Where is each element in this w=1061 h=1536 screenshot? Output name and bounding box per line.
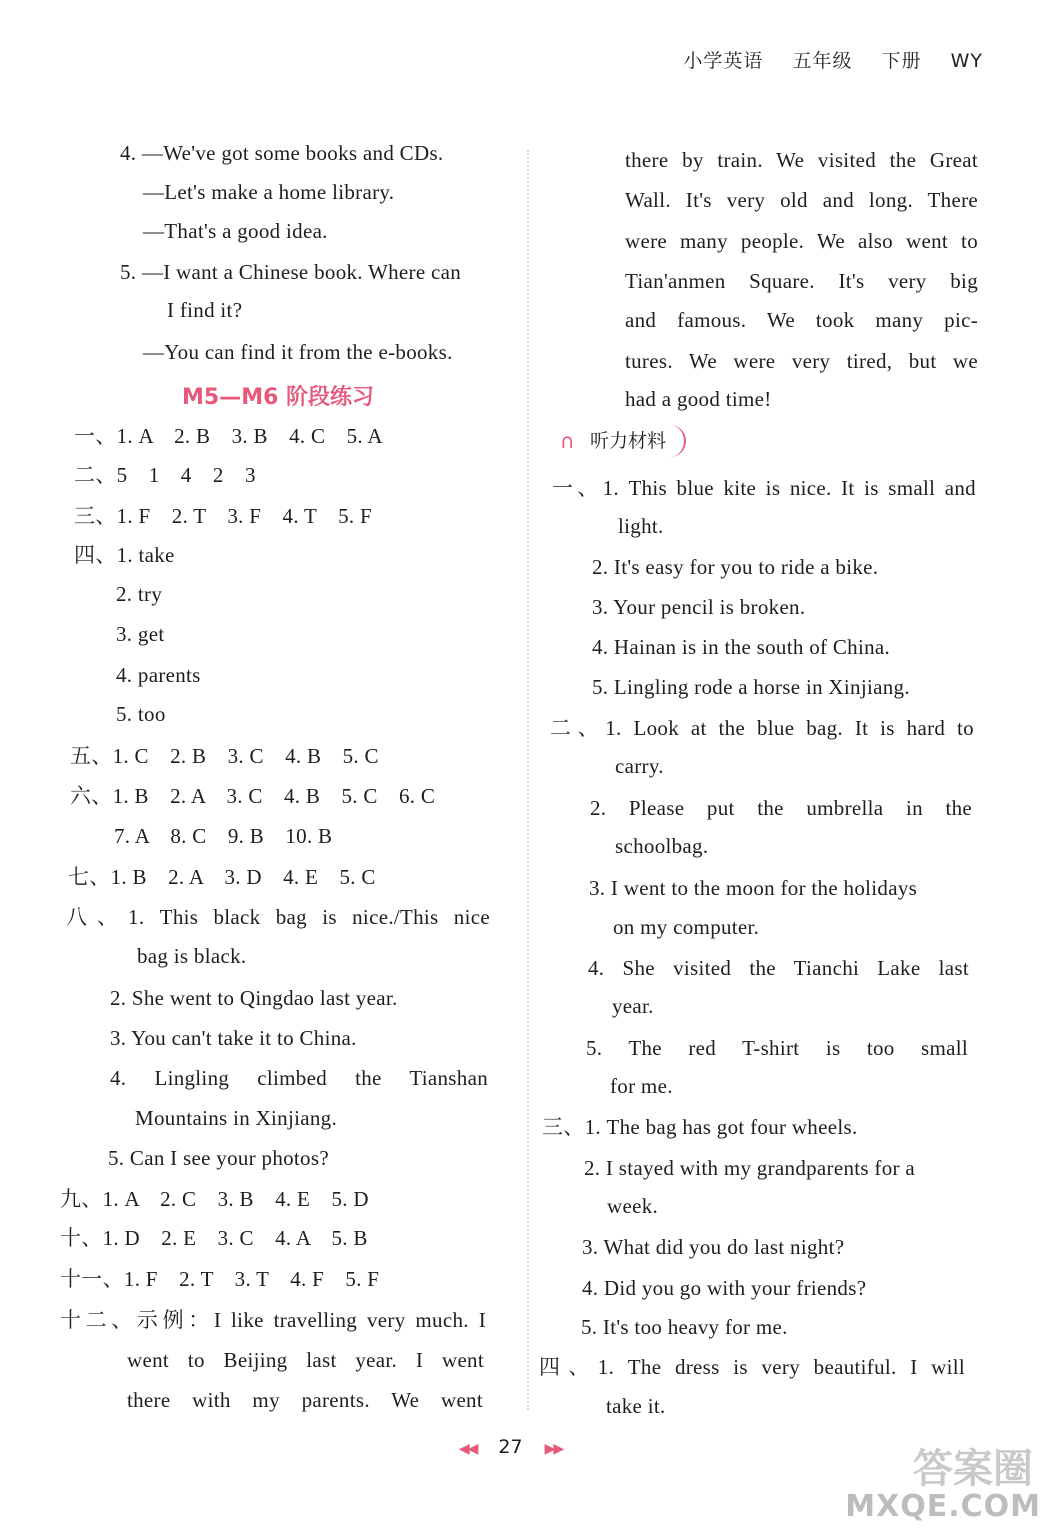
essay-line: there by train. We visited the Great xyxy=(625,148,978,172)
watermark-url: MXQE.COM xyxy=(845,1489,1041,1524)
answer-line: 3. You can't take it to China. xyxy=(110,1026,357,1050)
header-subject: 小学英语 xyxy=(683,50,764,72)
answer-line: 十、1. D 2. E 3. C 4. A 5. B xyxy=(60,1226,368,1250)
answer-line: 2. She went to Qingdao last year. xyxy=(110,986,398,1010)
answer-line: 十二、示例：I like travelling very much. I xyxy=(60,1308,486,1332)
dialog-line: I find it? xyxy=(167,298,243,322)
dialog-line: 4. —We've got some books and CDs. xyxy=(120,141,444,165)
answer-line: 七、1. B 2. A 3. D 4. E 5. C xyxy=(68,865,376,889)
answer-line: 八、1. This black bag is nice./This nice xyxy=(66,905,490,929)
answer-line: 一、1. A 2. B 3. B 4. C 5. A xyxy=(74,424,383,448)
answer-line: 四、1. take xyxy=(74,543,175,567)
essay-line: Tian'anmen Square. It's very big xyxy=(625,269,978,293)
listening-line: 3. What did you do last night? xyxy=(582,1235,845,1259)
essay-line: Wall. It's very old and long. There xyxy=(625,188,978,212)
page-number-bar xyxy=(0,1436,1021,1458)
listening-line: 2. Please put the umbrella in the xyxy=(590,796,972,820)
answer-line: 五、1. C 2. B 3. C 4. B 5. C xyxy=(70,744,379,768)
answer-line: 7. A 8. C 9. B 10. B xyxy=(114,824,333,848)
listening-line: schoolbag. xyxy=(615,834,709,858)
answer-line: 六、1. B 2. A 3. C 4. B 5. C 6. C xyxy=(70,784,436,808)
dialog-line: 5. —I want a Chinese book. Where can xyxy=(120,260,462,284)
listening-line: 4. Hainan is in the south of China. xyxy=(592,635,891,659)
answer-line: there with my parents. We went xyxy=(127,1388,483,1412)
prev-arrows-icon: ◀◀ xyxy=(458,1441,477,1457)
next-arrows-icon: ▶▶ xyxy=(544,1441,563,1457)
listening-line: take it. xyxy=(606,1394,666,1418)
header-edition: WY xyxy=(950,50,983,72)
header-grade: 五年级 xyxy=(792,50,853,72)
listening-line: for me. xyxy=(610,1074,673,1098)
dialog-line: —That's a good idea. xyxy=(143,219,328,243)
listening-line: 四、1. The dress is very beautiful. I will xyxy=(539,1355,965,1379)
listening-line: on my computer. xyxy=(613,915,760,939)
listening-line: 2. I stayed with my grandparents for a xyxy=(584,1156,915,1180)
answer-line: 九、1. A 2. C 3. B 4. E 5. D xyxy=(60,1187,369,1211)
answer-line: 5. too xyxy=(116,702,166,726)
listening-line: light. xyxy=(618,514,664,538)
page-header xyxy=(683,46,983,73)
answer-line: 二、5 1 4 2 3 xyxy=(74,463,256,487)
listening-line: 三、1. The bag has got four wheels. xyxy=(542,1115,858,1139)
answer-line: 4. Lingling climbed the Tianshan xyxy=(110,1066,488,1090)
listening-material-tag xyxy=(560,425,686,457)
listening-line: 5. Lingling rode a horse in Xinjiang. xyxy=(592,675,910,699)
column-divider xyxy=(527,150,529,1410)
listening-line: 5. It's too heavy for me. xyxy=(581,1315,788,1339)
listening-line: year. xyxy=(612,994,654,1018)
listening-line: 5. The red T-shirt is too small xyxy=(586,1036,968,1060)
listening-line: carry. xyxy=(615,754,664,778)
answer-line: 三、1. F 2. T 3. F 4. T 5. F xyxy=(74,504,372,528)
answer-line: 4. parents xyxy=(116,663,201,687)
essay-line: and famous. We took many pic- xyxy=(625,308,978,332)
listening-line: 3. I went to the moon for the holidays xyxy=(589,876,918,900)
tag-label: 听力材料 xyxy=(590,430,667,452)
listening-line: 4. She visited the Tianchi Lake last xyxy=(588,956,969,980)
watermark-cn: 答案圈 xyxy=(913,1446,1033,1492)
listening-line: 一、1. This blue kite is nice. It is small and xyxy=(552,476,976,500)
answer-line: Mountains in Xinjiang. xyxy=(135,1106,338,1130)
answer-line: 十一、1. F 2. T 3. T 4. F 5. F xyxy=(60,1267,380,1291)
essay-line: had a good time! xyxy=(625,387,772,411)
page-number: 27 xyxy=(498,1436,523,1458)
essay-line: tures. We were very tired, but we xyxy=(625,349,978,373)
listening-line: 二、1. Look at the blue bag. It is hard to xyxy=(550,716,974,740)
answer-line: went to Beijing last year. I went xyxy=(127,1348,484,1372)
listening-line: 3. Your pencil is broken. xyxy=(592,595,806,619)
listening-line: 2. It's easy for you to ride a bike. xyxy=(592,555,879,579)
headphone-icon: ∩ xyxy=(560,429,575,453)
answer-line: bag is black. xyxy=(137,944,247,968)
dialog-line: —You can find it from the e-books. xyxy=(143,340,453,364)
header-volume: 下册 xyxy=(881,50,922,72)
dialog-line: —Let's make a home library. xyxy=(143,180,395,204)
answer-line: 2. try xyxy=(116,582,163,606)
essay-line: were many people. We also went to xyxy=(625,229,978,253)
listening-line: 4. Did you go with your friends? xyxy=(582,1276,867,1300)
answer-line: 5. Can I see your photos? xyxy=(108,1146,329,1170)
section-title: M5—M6 阶段练习 xyxy=(182,385,375,410)
answer-line: 3. get xyxy=(116,622,165,646)
listening-line: week. xyxy=(607,1194,659,1218)
